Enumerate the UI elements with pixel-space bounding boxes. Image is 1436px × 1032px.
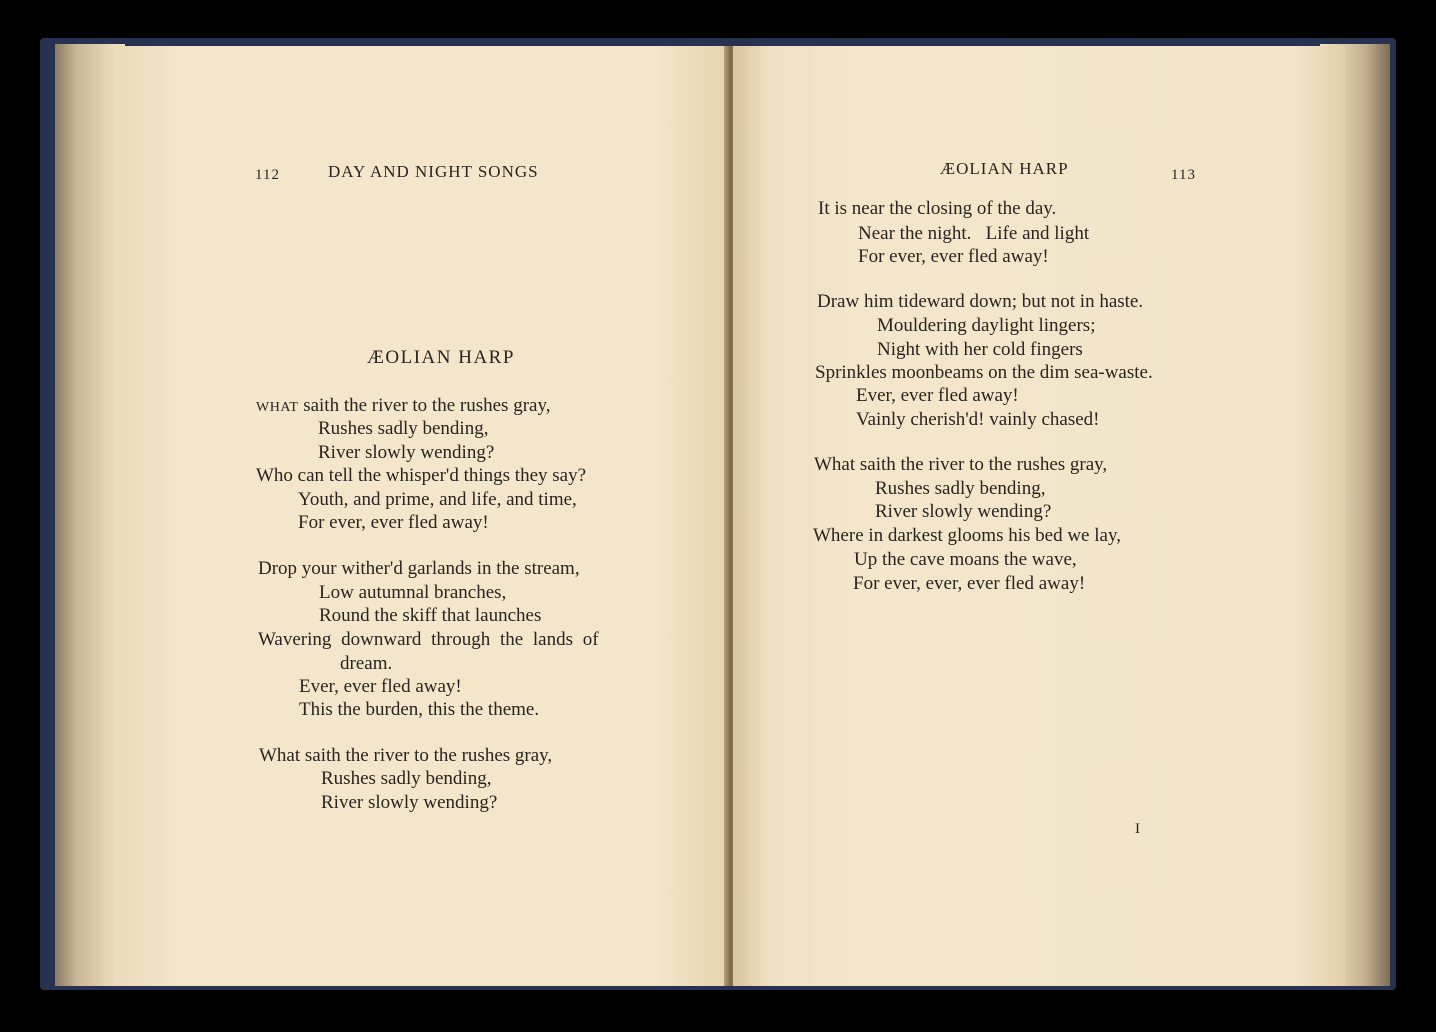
signature-mark: I: [1135, 821, 1141, 837]
poem-line: Ever, ever fled away!: [856, 385, 1019, 406]
poem-line: Wavering downward through the lands of: [258, 629, 599, 650]
small-caps-word: WHAT: [256, 400, 299, 415]
poem-line: Rushes sadly bending,: [875, 478, 1046, 499]
poem-line: Near the night. Life and light: [858, 223, 1090, 244]
left-page-number: 112: [255, 167, 280, 183]
poem-line: Rushes sadly bending,: [318, 418, 489, 439]
poem-line: For ever, ever fled away!: [298, 512, 489, 533]
poem-line: Up the cave moans the wave,: [854, 549, 1077, 570]
left-running-head: DAY AND NIGHT SONGS: [328, 162, 539, 181]
poem-line: Youth, and prime, and life, and time,: [298, 489, 577, 510]
poem-line: This the burden, this the theme.: [299, 699, 540, 720]
poem-line: Vainly cherish'd! vainly chased!: [856, 409, 1100, 430]
poem-line: dream.: [340, 653, 393, 674]
poem-line: Mouldering daylight lingers;: [877, 315, 1096, 336]
poem-line: Where in darkest glooms his bed we lay,: [813, 525, 1121, 546]
poem-line: Sprinkles moonbeams on the dim sea-waste.: [815, 362, 1153, 383]
poem-line: Ever, ever fled away!: [299, 676, 462, 697]
poem-line: River slowly wending?: [321, 792, 498, 813]
poem-line: Round the skiff that launches: [319, 605, 542, 626]
left-page-edges: [55, 44, 125, 986]
poem-line: Who can tell the whisper'd things they say?: [256, 465, 587, 486]
poem-line: It is near the closing of the day.: [818, 198, 1057, 219]
poem-line: [256, 394, 550, 420]
poem-title: ÆOLIAN HARP: [367, 347, 515, 368]
poem-line: What saith the river to the rushes gray,: [814, 454, 1108, 475]
poem-line: For ever, ever, ever fled away!: [853, 573, 1086, 594]
first-line-text: saith the river to the rushes gray,: [298, 395, 551, 416]
right-running-head: ÆOLIAN HARP: [940, 159, 1069, 178]
poem-line: Drop your wither'd garlands in the stream,: [258, 558, 580, 579]
poem-line: For ever, ever fled away!: [858, 246, 1049, 267]
poem-line: River slowly wending?: [318, 442, 495, 463]
poem-line: Low autumnal branches,: [319, 582, 507, 603]
poem-line: Night with her cold fingers: [877, 339, 1083, 360]
poem-line: What saith the river to the rushes gray,: [259, 745, 553, 766]
poem-line: Draw him tideward down; but not in haste.: [817, 291, 1144, 312]
right-page-number: 113: [1171, 167, 1196, 183]
poem-line: River slowly wending?: [875, 501, 1052, 522]
poem-line: Rushes sadly bending,: [321, 768, 492, 789]
